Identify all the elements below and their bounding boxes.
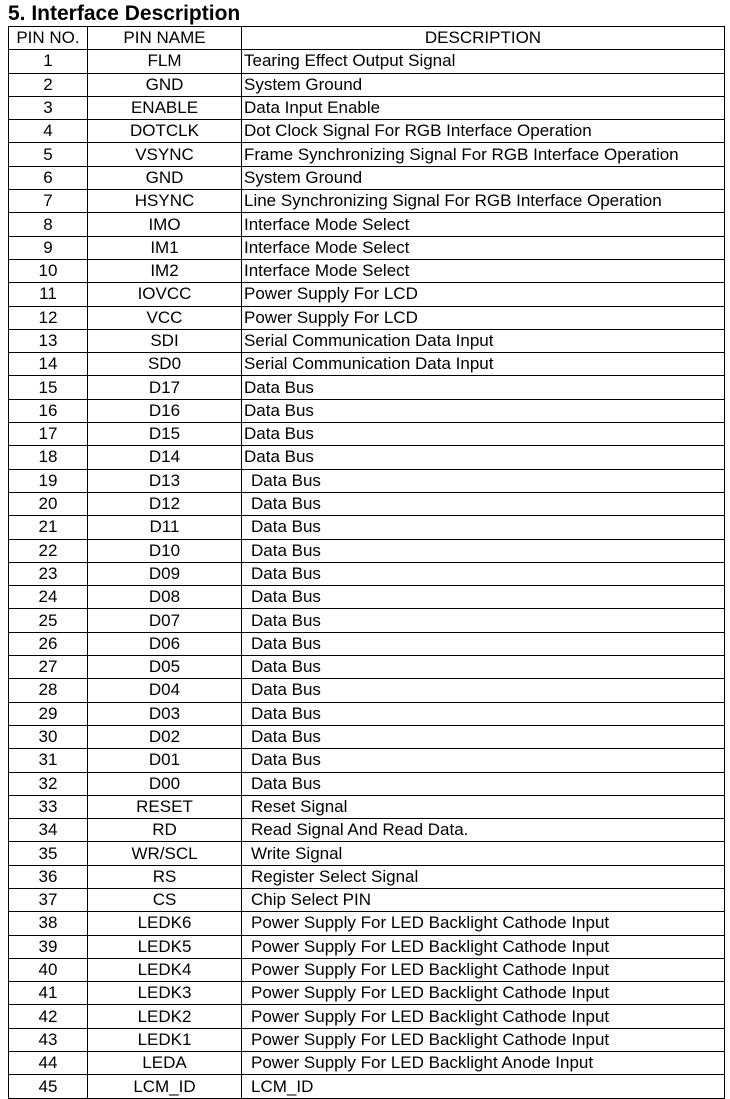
table-row bbox=[9, 749, 725, 772]
pin-description: Data Bus bbox=[242, 725, 725, 748]
pin-name: D00 bbox=[88, 772, 242, 795]
table-row bbox=[9, 423, 725, 446]
pin-name: ENABLE bbox=[88, 96, 242, 119]
pin-description: Write Signal bbox=[242, 842, 725, 865]
pin-number: 16 bbox=[9, 399, 88, 422]
pin-number: 22 bbox=[9, 539, 88, 562]
pin-name: LEDA bbox=[88, 1052, 242, 1075]
pin-name: D06 bbox=[88, 632, 242, 655]
pin-number: 18 bbox=[9, 446, 88, 469]
pin-number: 9 bbox=[9, 236, 88, 259]
pin-name: D05 bbox=[88, 656, 242, 679]
table-row bbox=[9, 888, 725, 911]
table-row bbox=[9, 1028, 725, 1051]
pin-name: GND bbox=[88, 73, 242, 96]
pin-description: Data Bus bbox=[242, 492, 725, 515]
pin-name: D02 bbox=[88, 725, 242, 748]
table-row bbox=[9, 795, 725, 818]
pin-name: D17 bbox=[88, 376, 242, 399]
pin-description: Interface Mode Select bbox=[242, 236, 725, 259]
pin-number: 38 bbox=[9, 912, 88, 935]
pin-name: D09 bbox=[88, 562, 242, 585]
pin-number: 44 bbox=[9, 1052, 88, 1075]
pin-name: D04 bbox=[88, 679, 242, 702]
table-row bbox=[9, 702, 725, 725]
pin-name: LEDK6 bbox=[88, 912, 242, 935]
table-row bbox=[9, 236, 725, 259]
pin-name: SDI bbox=[88, 329, 242, 352]
pin-description: Data Bus bbox=[242, 586, 725, 609]
table-row bbox=[9, 353, 725, 376]
pin-description: Power Supply For LED Backlight Cathode Input bbox=[242, 1028, 725, 1051]
pin-number: 21 bbox=[9, 516, 88, 539]
pin-description: Register Select Signal bbox=[242, 865, 725, 888]
table-row bbox=[9, 120, 725, 143]
pin-description: Power Supply For LED Backlight Cathode Input bbox=[242, 1005, 725, 1028]
table-row bbox=[9, 1005, 725, 1028]
pin-name: LEDK2 bbox=[88, 1005, 242, 1028]
pin-description: Chip Select PIN bbox=[242, 888, 725, 911]
table-row bbox=[9, 166, 725, 189]
pin-name: LEDK1 bbox=[88, 1028, 242, 1051]
pin-number: 5 bbox=[9, 143, 88, 166]
pin-description: Reset Signal bbox=[242, 795, 725, 818]
table-row bbox=[9, 73, 725, 96]
table-row bbox=[9, 586, 725, 609]
pin-name: SD0 bbox=[88, 353, 242, 376]
pin-name: VCC bbox=[88, 306, 242, 329]
pin-name: LEDK5 bbox=[88, 935, 242, 958]
pin-number: 39 bbox=[9, 935, 88, 958]
table-row bbox=[9, 96, 725, 119]
table-row bbox=[9, 306, 725, 329]
table-row bbox=[9, 562, 725, 585]
pin-name: LEDK3 bbox=[88, 982, 242, 1005]
table-row bbox=[9, 1075, 725, 1098]
pin-number: 29 bbox=[9, 702, 88, 725]
pin-number: 26 bbox=[9, 632, 88, 655]
pin-description: Interface Mode Select bbox=[242, 259, 725, 282]
pin-description: Dot Clock Signal For RGB Interface Operation bbox=[242, 120, 725, 143]
pin-description: Data Bus bbox=[242, 516, 725, 539]
pin-number: 23 bbox=[9, 562, 88, 585]
pin-name: D07 bbox=[88, 609, 242, 632]
table-row bbox=[9, 539, 725, 562]
pin-description: Data Bus bbox=[242, 702, 725, 725]
header-pin-no: PIN NO. bbox=[9, 27, 88, 50]
pin-name: D12 bbox=[88, 492, 242, 515]
table-row bbox=[9, 725, 725, 748]
table-row bbox=[9, 1052, 725, 1075]
table-row bbox=[9, 912, 725, 935]
pin-number: 36 bbox=[9, 865, 88, 888]
table-row bbox=[9, 842, 725, 865]
pin-description: LCM_ID bbox=[242, 1075, 725, 1098]
pin-number: 13 bbox=[9, 329, 88, 352]
pin-name: DOTCLK bbox=[88, 120, 242, 143]
table-row bbox=[9, 399, 725, 422]
pin-number: 41 bbox=[9, 982, 88, 1005]
pin-name: RS bbox=[88, 865, 242, 888]
pin-description: Interface Mode Select bbox=[242, 213, 725, 236]
table-row bbox=[9, 609, 725, 632]
pin-description: Data Bus bbox=[242, 656, 725, 679]
pin-description: Data Bus bbox=[242, 539, 725, 562]
pin-description: Power Supply For LED Backlight Cathode Input bbox=[242, 935, 725, 958]
pin-name: LCM_ID bbox=[88, 1075, 242, 1098]
pin-description: Data Bus bbox=[242, 609, 725, 632]
pin-number: 25 bbox=[9, 609, 88, 632]
table-row bbox=[9, 772, 725, 795]
pin-name: HSYNC bbox=[88, 190, 242, 213]
pin-name: D14 bbox=[88, 446, 242, 469]
pin-description: Read Signal And Read Data. bbox=[242, 819, 725, 842]
pin-number: 42 bbox=[9, 1005, 88, 1028]
pin-description: Power Supply For LED Backlight Anode Input bbox=[242, 1052, 725, 1075]
table-row bbox=[9, 213, 725, 236]
pin-number: 15 bbox=[9, 376, 88, 399]
pin-description: Line Synchronizing Signal For RGB Interface Operation bbox=[242, 190, 725, 213]
table-row bbox=[9, 492, 725, 515]
pin-number: 7 bbox=[9, 190, 88, 213]
pin-number: 19 bbox=[9, 469, 88, 492]
pin-name: D10 bbox=[88, 539, 242, 562]
table-row bbox=[9, 50, 725, 73]
pin-number: 11 bbox=[9, 283, 88, 306]
pin-description: Data Bus bbox=[242, 679, 725, 702]
pin-name: D13 bbox=[88, 469, 242, 492]
pin-description: Data Bus bbox=[242, 446, 725, 469]
pin-description: Data Bus bbox=[242, 562, 725, 585]
table-row bbox=[9, 259, 725, 282]
pin-description: Data Bus bbox=[242, 469, 725, 492]
pin-description: System Ground bbox=[242, 166, 725, 189]
pin-name: WR/SCL bbox=[88, 842, 242, 865]
pin-number: 34 bbox=[9, 819, 88, 842]
pin-description: Power Supply For LED Backlight Cathode Input bbox=[242, 912, 725, 935]
table-body bbox=[9, 50, 725, 1098]
pin-number: 20 bbox=[9, 492, 88, 515]
pin-description: Serial Communication Data Input bbox=[242, 329, 725, 352]
pin-description: Power Supply For LED Backlight Cathode Input bbox=[242, 982, 725, 1005]
table-row bbox=[9, 819, 725, 842]
pin-number: 2 bbox=[9, 73, 88, 96]
pin-description: Serial Communication Data Input bbox=[242, 353, 725, 376]
table-row bbox=[9, 679, 725, 702]
pin-name: IMO bbox=[88, 213, 242, 236]
table-row bbox=[9, 329, 725, 352]
pin-number: 24 bbox=[9, 586, 88, 609]
pin-number: 27 bbox=[9, 656, 88, 679]
table-row bbox=[9, 958, 725, 981]
interface-table bbox=[8, 26, 725, 1099]
table-row bbox=[9, 376, 725, 399]
table-row bbox=[9, 516, 725, 539]
pin-name: VSYNC bbox=[88, 143, 242, 166]
pin-description: Data Bus bbox=[242, 399, 725, 422]
pin-name: RD bbox=[88, 819, 242, 842]
table-row bbox=[9, 469, 725, 492]
pin-name: D11 bbox=[88, 516, 242, 539]
table-row bbox=[9, 865, 725, 888]
pin-number: 30 bbox=[9, 725, 88, 748]
pin-name: RESET bbox=[88, 795, 242, 818]
pin-description: Tearing Effect Output Signal bbox=[242, 50, 725, 73]
table-row bbox=[9, 656, 725, 679]
pin-name: D16 bbox=[88, 399, 242, 422]
pin-number: 17 bbox=[9, 423, 88, 446]
pin-number: 45 bbox=[9, 1075, 88, 1098]
pin-number: 37 bbox=[9, 888, 88, 911]
pin-description: Data Bus bbox=[242, 772, 725, 795]
header-pin-name: PIN NAME bbox=[88, 27, 242, 50]
pin-name: IM1 bbox=[88, 236, 242, 259]
pin-description: Data Input Enable bbox=[242, 96, 725, 119]
pin-name: FLM bbox=[88, 50, 242, 73]
pin-description: Frame Synchronizing Signal For RGB Interface Operation bbox=[242, 143, 725, 166]
pin-number: 3 bbox=[9, 96, 88, 119]
pin-number: 43 bbox=[9, 1028, 88, 1051]
pin-description: Power Supply For LCD bbox=[242, 306, 725, 329]
pin-name: CS bbox=[88, 888, 242, 911]
table-row bbox=[9, 190, 725, 213]
pin-name: D15 bbox=[88, 423, 242, 446]
pin-number: 28 bbox=[9, 679, 88, 702]
pin-description: Data Bus bbox=[242, 376, 725, 399]
pin-description: Power Supply For LCD bbox=[242, 283, 725, 306]
pin-number: 33 bbox=[9, 795, 88, 818]
pin-number: 8 bbox=[9, 213, 88, 236]
pin-number: 32 bbox=[9, 772, 88, 795]
pin-number: 12 bbox=[9, 306, 88, 329]
pin-name: D03 bbox=[88, 702, 242, 725]
pin-number: 10 bbox=[9, 259, 88, 282]
table-row bbox=[9, 446, 725, 469]
pin-number: 6 bbox=[9, 166, 88, 189]
pin-name: LEDK4 bbox=[88, 958, 242, 981]
pin-name: IM2 bbox=[88, 259, 242, 282]
table-row bbox=[9, 632, 725, 655]
pin-number: 4 bbox=[9, 120, 88, 143]
section-title: 5. Interface Description bbox=[8, 2, 241, 25]
pin-description: Data Bus bbox=[242, 749, 725, 772]
table-row bbox=[9, 143, 725, 166]
table-row bbox=[9, 283, 725, 306]
pin-name: D01 bbox=[88, 749, 242, 772]
pin-number: 35 bbox=[9, 842, 88, 865]
pin-name: D08 bbox=[88, 586, 242, 609]
table-header-row bbox=[9, 27, 725, 50]
pin-number: 31 bbox=[9, 749, 88, 772]
pin-number: 1 bbox=[9, 50, 88, 73]
pin-description: Data Bus bbox=[242, 632, 725, 655]
table-row bbox=[9, 935, 725, 958]
table-row bbox=[9, 982, 725, 1005]
pin-description: Data Bus bbox=[242, 423, 725, 446]
pin-description: System Ground bbox=[242, 73, 725, 96]
header-description: DESCRIPTION bbox=[242, 27, 725, 50]
pin-name: GND bbox=[88, 166, 242, 189]
pin-number: 14 bbox=[9, 353, 88, 376]
pin-description: Power Supply For LED Backlight Cathode Input bbox=[242, 958, 725, 981]
pin-name: IOVCC bbox=[88, 283, 242, 306]
pin-number: 40 bbox=[9, 958, 88, 981]
